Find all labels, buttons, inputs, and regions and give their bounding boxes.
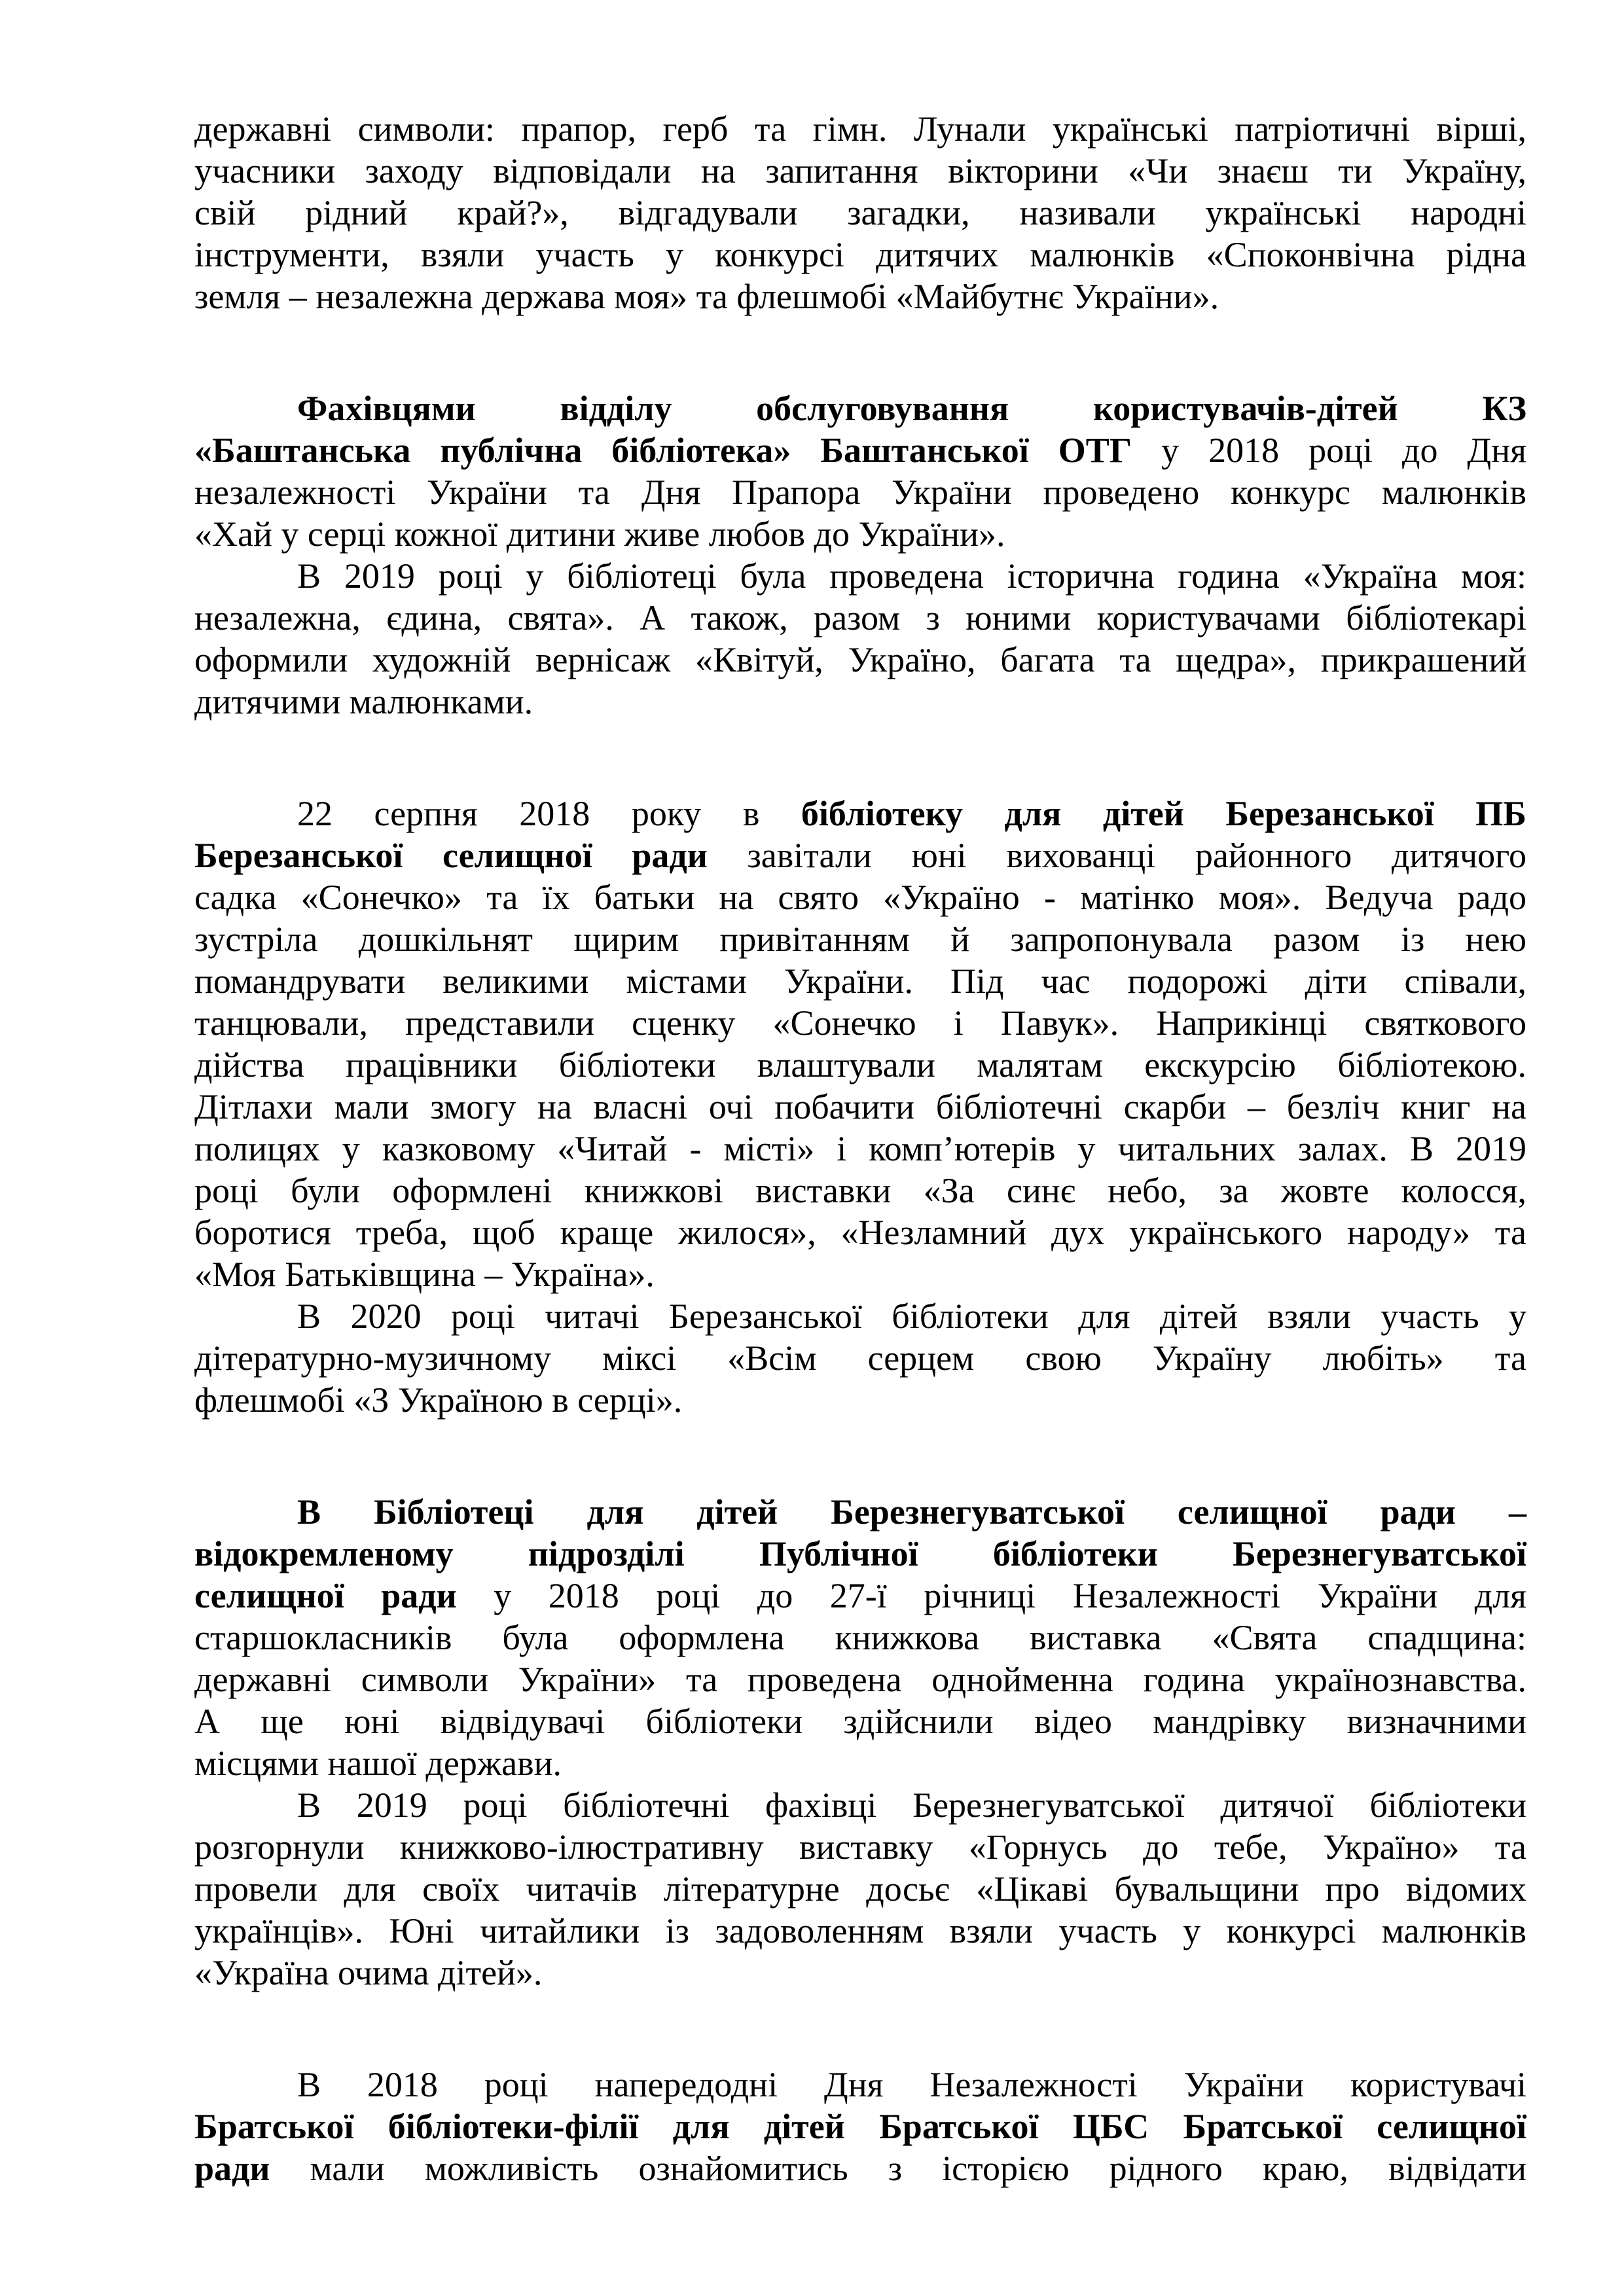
text-line xyxy=(194,234,1526,276)
text-run: провели для своїх читачів літературне досьє «Цікаві бувальщини про відомих xyxy=(194,1869,1526,1909)
text-line xyxy=(194,471,1526,513)
text-line xyxy=(194,1253,1526,1295)
text-run: 22 серпня 2018 року в xyxy=(297,794,801,833)
text-run: боротися треба, щоб краще жилося», «Незламний дух українського народу» та xyxy=(194,1213,1526,1252)
text-run: у 2018 році до 27-ї річниці Незалежності України для xyxy=(456,1576,1527,1615)
text-run: флешмобі «З Україною в серці». xyxy=(194,1380,683,1420)
text-run: державні символи: прапор, герб та гімн. Лунали українські патріотичні вірші, xyxy=(194,109,1526,149)
text-run: державні символи України» та проведена однойменна година українознавства. xyxy=(194,1660,1526,1699)
text-run: мали можливість ознайомитись з історією рідного краю, відвідати xyxy=(270,2149,1526,2188)
text-line xyxy=(194,108,1526,150)
text-line xyxy=(194,960,1526,1002)
text-run: українців». Юні читайлики із задоволенням взяли участь у конкурсі малюнків xyxy=(194,1911,1526,1950)
text-run: В 2020 році читачі Березанської бібліотеки для дітей взяли участь у xyxy=(297,1297,1526,1336)
text-run: садка «Сонечко» та їх батьки на свято «Україно - матінко моя». Ведуча радо xyxy=(194,878,1526,917)
text-line xyxy=(194,1952,1526,1994)
text-line xyxy=(194,1379,1526,1421)
text-line xyxy=(297,387,1526,429)
text-line xyxy=(194,2106,1526,2147)
text-line xyxy=(297,793,1526,834)
text-line xyxy=(194,1826,1526,1868)
text-run: «Україна очима дітей». xyxy=(194,1953,543,1992)
text-run: В 2019 році у бібліотеці була проведена історична година «Україна моя: xyxy=(297,556,1526,596)
text-line xyxy=(297,1295,1526,1337)
text-line xyxy=(297,1491,1526,1533)
text-line xyxy=(194,1128,1526,1170)
text-line xyxy=(194,1659,1526,1700)
bold-text-run: В Бібліотеці для дітей Березнегуватської селищної ради – xyxy=(297,1492,1526,1532)
text-line xyxy=(194,1617,1526,1659)
text-run: дитячими малюнками. xyxy=(194,682,533,721)
text-line xyxy=(297,1784,1526,1826)
text-line xyxy=(194,1575,1526,1617)
text-line xyxy=(194,918,1526,960)
text-run: старшокласників була оформлена книжкова виставка «Свята спадщина: xyxy=(194,1618,1526,1657)
text-line xyxy=(194,150,1526,192)
text-line xyxy=(194,1211,1526,1253)
text-line xyxy=(297,555,1526,597)
text-run: незалежна, єдина, свята». А також, разом з юними користувачами бібліотекарі xyxy=(194,598,1526,637)
text-line xyxy=(194,1700,1526,1742)
text-line xyxy=(194,1533,1526,1575)
text-line xyxy=(194,1868,1526,1910)
text-run: «Хай у серці кожної дитини живе любов до України». xyxy=(194,514,1005,554)
text-run: В 2018 році напередодні Дня Незалежності України користувачі xyxy=(297,2065,1526,2104)
text-line xyxy=(194,876,1526,918)
text-run: А ще юні відвідувачі бібліотеки здійснили відео мандрівку визначними xyxy=(194,1702,1526,1741)
text-run: «Моя Батьківщина – Україна». xyxy=(194,1255,655,1294)
bold-text-run: відокремленому підрозділі Публічної бібліотеки Березнегуватської xyxy=(194,1534,1526,1573)
text-run: у 2018 році до Дня xyxy=(1132,431,1526,470)
text-line xyxy=(297,2064,1526,2106)
text-run: помандрувати великими містами України. Під час подорожі діти співали, xyxy=(194,961,1526,1001)
text-line xyxy=(194,681,1526,723)
text-line xyxy=(194,429,1526,471)
bold-text-run: ради xyxy=(194,2149,270,2188)
text-line xyxy=(194,834,1526,876)
text-run: році були оформлені книжкові виставки «За синє небо, за жовте колосся, xyxy=(194,1171,1526,1210)
text-line xyxy=(194,513,1526,555)
text-run: дійства працівники бібліотеки влаштували малятам екскурсію бібліотекою. xyxy=(194,1045,1526,1085)
text-run: Дітлахи мали змогу на власні очі побачити бібліотечні скарби – безліч книг на xyxy=(194,1087,1526,1126)
text-line xyxy=(194,192,1526,234)
bold-text-run: Березанської селищної ради xyxy=(194,836,708,875)
text-line xyxy=(194,639,1526,681)
bold-text-run: селищної ради xyxy=(194,1576,457,1615)
bold-text-run: Братської бібліотеки-філії для дітей Братської ЦБС Братської селищної xyxy=(194,2107,1526,2146)
text-run: учасники заходу відповідали на запитання вікторини «Чи знаєш ти Україну, xyxy=(194,151,1526,190)
text-run: оформили художній вернісаж «Квітуй, Україно, багата та щедра», прикрашений xyxy=(194,640,1526,679)
text-line xyxy=(194,1337,1526,1379)
text-line xyxy=(194,1002,1526,1044)
text-run: В 2019 році бібліотечні фахівці Березнегуватської дитячої бібліотеки xyxy=(297,1785,1526,1825)
text-run: незалежності України та Дня Прапора України проведено конкурс малюнків xyxy=(194,473,1526,512)
bold-text-run: Фахівцями відділу обслуговування користувачів-дітей КЗ xyxy=(297,389,1526,428)
text-run: дітературно-музичному міксі «Всім серцем свою Україну любіть» та xyxy=(194,1338,1526,1378)
text-run: місцями нашої держави. xyxy=(194,1744,562,1783)
text-run: завітали юні вихованці районного дитячого xyxy=(707,836,1526,875)
bold-text-run: «Баштанська публічна бібліотека» Баштанської ОТГ xyxy=(194,431,1132,470)
text-line xyxy=(194,1086,1526,1128)
text-line xyxy=(194,2147,1526,2189)
text-line xyxy=(194,1910,1526,1952)
text-run: розгорнули книжково-ілюстративну виставку «Горнусь до тебе, Україно» та xyxy=(194,1827,1526,1867)
text-run: інструменти, взяли участь у конкурсі дитячих малюнків «Споконвічна рідна xyxy=(194,235,1526,274)
text-run: земля – незалежна держава моя» та флешмобі «Майбутнє України». xyxy=(194,277,1219,316)
text-line xyxy=(194,1170,1526,1211)
text-run: зустріла дошкільнят щирим привітанням й запропонувала разом із нею xyxy=(194,920,1526,959)
text-run: свій рідний край?», відгадували загадки, називали українські народні xyxy=(194,193,1526,232)
text-line xyxy=(194,276,1526,317)
text-run: полицях у казковому «Читай - місті» і комп’ютерів у читальних залах. В 2019 xyxy=(194,1129,1526,1168)
bold-text-run: бібліотеку для дітей Березанської ПБ xyxy=(801,794,1526,833)
text-line xyxy=(194,1044,1526,1086)
text-line xyxy=(194,1742,1526,1784)
text-line xyxy=(194,597,1526,639)
text-run: танцювали, представили сценку «Сонечко і Павук». Наприкінці святкового xyxy=(194,1003,1526,1043)
